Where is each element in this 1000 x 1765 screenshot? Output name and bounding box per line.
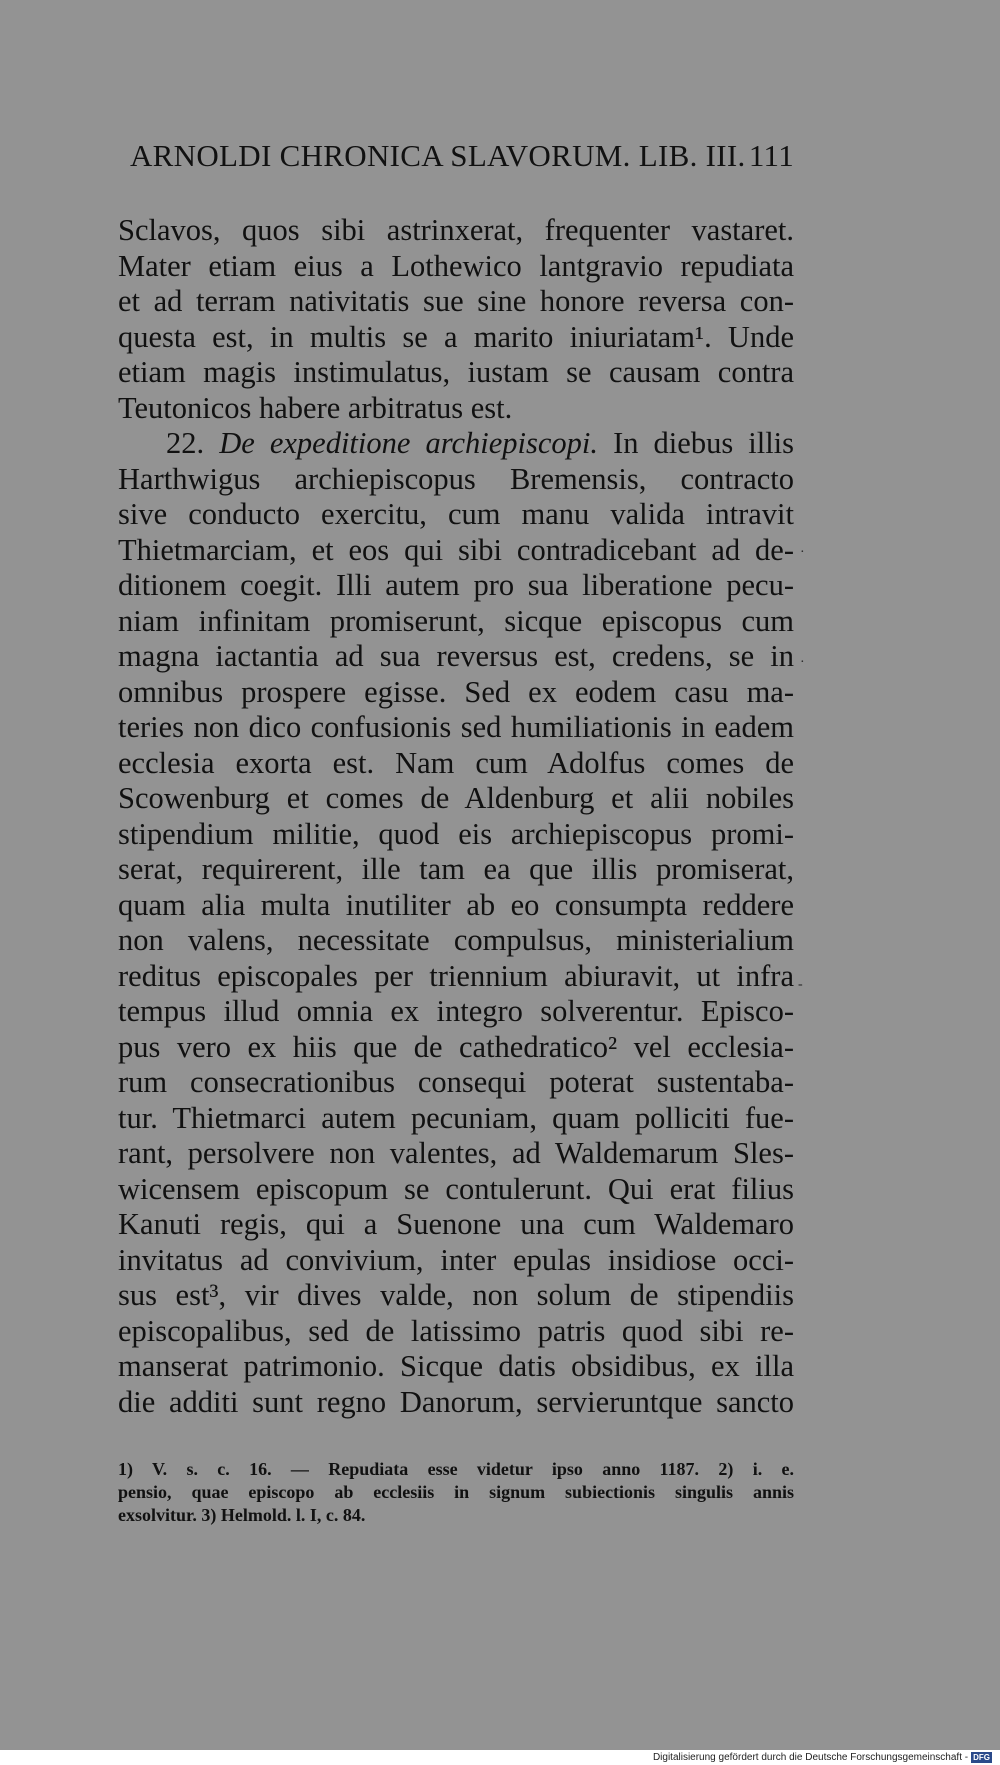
text-line: Sclavos, quos sibi astrinxerat, frequenter vastaret.	[118, 213, 794, 247]
footnotes	[118, 1458, 794, 1527]
text-line: rant, persolvere non valentes, ad Waldemarum Sles-	[118, 1136, 794, 1170]
text-line: non valens, necessitate compulsus, ministerialium	[118, 923, 794, 957]
text-line: Harthwigus archiepiscopus Bremensis, contracto	[118, 461, 794, 496]
digitization-credit	[653, 1752, 992, 1763]
text-line: quam alia multa inutiliter ab eo consumpta reddere	[118, 887, 794, 922]
text-line: sive conducto exercitu, cum manu valida intravit	[118, 497, 794, 531]
footnote-line: pensio, quae episcopo ab ecclesiis in signum subiectionis singulis annis	[118, 1482, 794, 1502]
running-header	[130, 138, 794, 174]
text-line: ditionem coegit. Illi autem pro sua liberatione pecu-	[118, 568, 794, 602]
text-line: teries non dico confusionis sed humiliationis in eadem	[118, 710, 794, 744]
margin-dot: ·	[800, 545, 805, 560]
text-line: stipendium militie, quod eis archiepiscopus promi-	[118, 816, 794, 851]
text-line: omnibus prospere egisse. Sed ex eodem casu ma-	[118, 674, 794, 709]
text-line: niam infinitam promiserunt, sicque episcopus cum	[118, 603, 794, 638]
dfg-logo-icon: DFG	[973, 1753, 990, 1762]
text-line: Kanuti regis, qui a Suenone una cum Waldemaro	[118, 1207, 794, 1241]
chapter-opening: In diebus illis	[613, 426, 795, 460]
running-title: ARNOLDI CHRONICA SLAVORUM. LIB. III.	[130, 138, 746, 173]
page-number: 111	[748, 138, 794, 173]
text-line: pus vero ex hiis que de cathedratico² vel ecclesia-	[118, 1029, 794, 1064]
text-line: invitatus ad convivium, inter epulas insidiose occi-	[118, 1242, 794, 1277]
text-line: Thietmarciam, et eos qui sibi contradicebant ad de-	[118, 532, 794, 567]
text-line: sus est³, vir dives valde, non solum de stipendiis	[118, 1278, 794, 1312]
text-line: Teutonicos habere arbitratus est.	[118, 390, 513, 425]
text-line: tempus illud omnia ex integro solverentur. Episco-	[118, 994, 794, 1028]
text-line: etiam magis instimulatus, iustam se causam contra	[118, 355, 794, 389]
margin-dot: ·	[800, 655, 805, 670]
text-line: wicensem episcopum se contulerunt. Qui erat filius	[118, 1171, 794, 1206]
text-line: reditus episcopales per triennium abiuravit, ut infra	[118, 958, 794, 993]
text-line: tur. Thietmarci autem pecuniam, quam polliciti fue-	[118, 1100, 794, 1135]
footnote-line: exsolvitur. 3) Helmold. l. I, c. 84.	[118, 1505, 366, 1525]
text-line: rum consecrationibus consequi poterat sustentaba-	[118, 1065, 794, 1099]
chapter-title: De expeditione archiepiscopi.	[219, 426, 598, 460]
margin-dash: -	[798, 977, 803, 992]
text-line: die additi sunt regno Danorum, servieruntque sancto	[118, 1384, 794, 1419]
text-line: Mater etiam eius a Lothewico lantgravio repudiata	[118, 248, 794, 283]
main-text	[118, 213, 794, 1420]
text-line: et ad terram nativitatis sue sine honore reversa con-	[118, 284, 794, 318]
text-line: questa est, in multis se a marito iniuriatam¹. Unde	[118, 319, 794, 354]
text-line: Scowenburg et comes de Aldenburg et alii nobiles	[118, 781, 794, 815]
text-line: ecclesia exorta est. Nam cum Adolfus comes de	[118, 745, 794, 780]
credit-text: Digitalisierung gefördert durch die Deutsche Forschungsgemeinschaft -	[652, 1752, 969, 1763]
chapter-number: 22.	[166, 426, 205, 460]
text-line: episcopalibus, sed de latissimo patris quod sibi re-	[118, 1313, 794, 1348]
text-line: serat, requirerent, ille tam ea que illis promiserat,	[118, 852, 794, 886]
text-line: magna iactantia ad sua reversus est, credens, se in	[118, 639, 794, 673]
footnote-line: 1) V. s. c. 16. — Repudiata esse videtur ipso anno 1187. 2) i. e.	[118, 1459, 794, 1479]
text-line: manserat patrimonio. Sicque datis obsidibus, ex illa	[118, 1349, 794, 1383]
chapter-heading-line	[118, 426, 794, 462]
